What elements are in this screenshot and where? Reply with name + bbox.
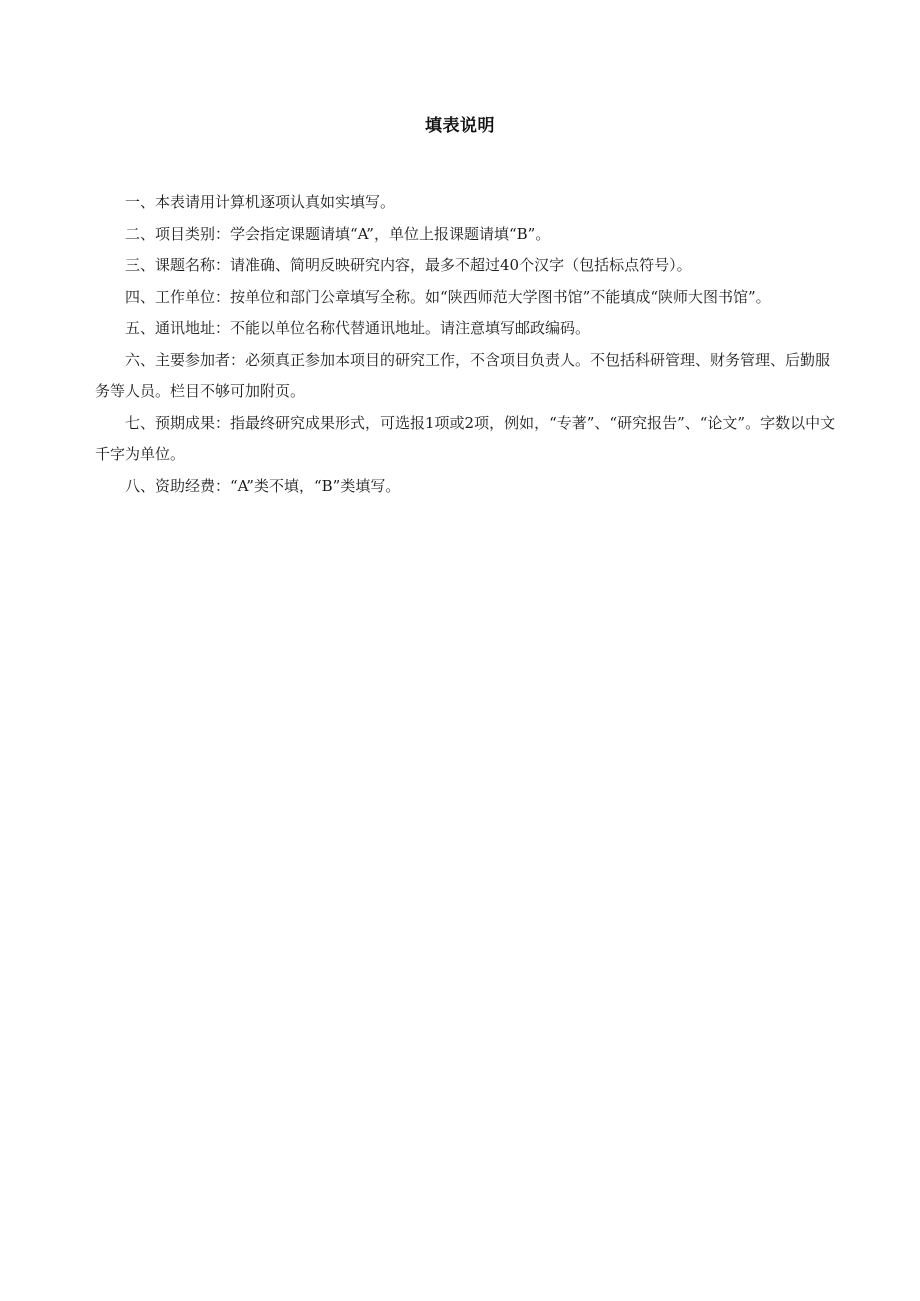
instruction-item-3: 三、课题名称：请准确、简明反映研究内容，最多不超过40个汉字（包括标点符号）。 bbox=[125, 256, 692, 274]
instruction-item-5: 五、通讯地址：不能以单位名称代替通讯地址。请注意填写邮政编码。 bbox=[125, 319, 591, 337]
instruction-item-6: 六、主要参加者：必须真正参加本项目的研究工作，不含项目负责人。不包括科研管理、财务管理、后勤服务等人员。栏目不够可加附页。 bbox=[95, 350, 831, 400]
instruction-item-2: 二、项目类别：学会指定课题请填“A”，单位上报课题请填“B”。 bbox=[125, 224, 551, 243]
instructions-list bbox=[95, 187, 840, 502]
instruction-item-8: 八、资助经费：“A”类不填，“B”类填写。 bbox=[125, 476, 401, 495]
page-title: 填表说明 bbox=[425, 116, 495, 136]
instruction-item-4: 四、工作单位：按单位和部门公章填写全称。如“陕西师范大学图书馆”不能填成“陕师大图书馆”。 bbox=[125, 287, 771, 306]
instruction-item-7: 七、预期成果：指最终研究成果形式，可选报1项或2项，例如，“专著”、“研究报告”、“论文”。字数以中文千字为单位。 bbox=[95, 413, 836, 463]
instruction-item-1: 一、本表请用计算机逐项认真如实填写。 bbox=[125, 193, 396, 211]
